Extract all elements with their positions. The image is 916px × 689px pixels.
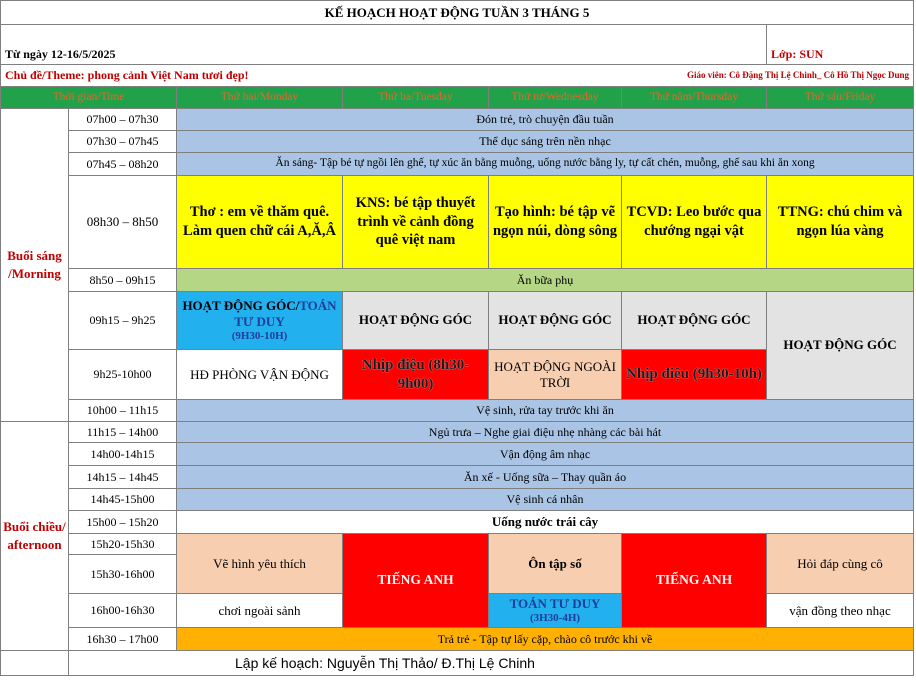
row-welcome: Đón trẻ, trò chuyện đầu tuần: [177, 109, 914, 131]
block2-wednesday: HOẠT ĐỘNG NGOÀI TRỜI: [489, 350, 622, 400]
afternoon-monday-1: Vẽ hình yêu thích: [177, 534, 343, 594]
footer-spacer: [1, 651, 69, 676]
time-slot: 9h25-10h00: [69, 350, 177, 400]
time-slot: 15h30-16h00: [69, 555, 177, 594]
row-exercise: Thể dục sáng trên nền nhạc: [177, 131, 914, 153]
session-morning: Buổi sáng /Morning: [1, 109, 69, 422]
header-time: Thời gian/Time: [1, 87, 177, 109]
corner-thursday: HOẠT ĐỘNG GÓC: [622, 292, 767, 350]
session-afternoon: Buổi chiều/ afternoon: [1, 422, 69, 651]
teachers-label: Giáo viên: Cô Đặng Thị Lệ Chinh_ Cô Hồ Thị Ngọc Dung: [489, 65, 914, 87]
header-tuesday: Thứ ba/Tuesday: [343, 87, 489, 109]
row-nap: Ngủ trưa – Nghe giai điệu nhẹ nhàng các bài hát: [177, 422, 914, 443]
english-tuesday: TIẾNG ANH: [343, 534, 489, 628]
class-label: Lớp: SUN: [767, 25, 914, 65]
row-pickup: Trả trẻ - Tập tự lấy cặp, chào cô trước khi về: [177, 628, 914, 651]
corner-monday: [177, 292, 343, 350]
block2-thursday: Nhịp điệu (9h30-10h): [622, 350, 767, 400]
lesson-thursday: TCVD: Leo bước qua chướng ngại vật: [622, 176, 767, 269]
row-fruit: Uống nước trái cây: [177, 511, 914, 534]
header-thursday: Thứ năm/Thursday: [622, 87, 767, 109]
time-slot: 14h45-15h00: [69, 489, 177, 511]
time-slot: 07h30 – 07h45: [69, 131, 177, 153]
time-slot: 11h15 – 14h00: [69, 422, 177, 443]
theme-label: Chủ đề/Theme: phong cảnh Việt Nam tươi đẹp!: [1, 65, 489, 87]
time-slot: 09h15 – 9h25: [69, 292, 177, 350]
time-slot: 14h15 – 14h45: [69, 466, 177, 489]
time-slot: 16h30 – 17h00: [69, 628, 177, 651]
block2-tuesday: Nhịp điệu (8h30-9h00): [343, 350, 489, 400]
row-breakfast: Ăn sáng- Tập bé tự ngồi lên ghế, tự xúc ăn bằng muỗng, uống nước bằng ly, tự cất chén, muỗng, ghế sau khi ăn xong: [177, 153, 914, 176]
time-slot: 8h50 – 09h15: [69, 269, 177, 292]
time-slot: 15h20-15h30: [69, 534, 177, 555]
header-monday: Thứ hai/Monday: [177, 87, 343, 109]
page-title: KẾ HOẠCH HOẠT ĐỘNG TUẦN 3 THÁNG 5: [1, 1, 914, 25]
corner-friday: HOẠT ĐỘNG GÓC: [767, 292, 914, 400]
time-slot: 08h30 – 8h50: [69, 176, 177, 269]
afternoon-friday-1: Hỏi đáp cùng cô: [767, 534, 914, 594]
row-snack: Ăn bữa phụ: [177, 269, 914, 292]
time-slot: 16h00-16h30: [69, 594, 177, 628]
corner-tuesday: HOẠT ĐỘNG GÓC: [343, 292, 489, 350]
row-afternoon-snack: Ăn xế - Uống sữa – Thay quần áo: [177, 466, 914, 489]
block2-monday: HĐ PHÒNG VẬN ĐỘNG: [177, 350, 343, 400]
afternoon-friday-2: vận đồng theo nhạc: [767, 594, 914, 628]
lesson-monday: Thơ : em về thăm quê. Làm quen chữ cái A,Ă,Â: [177, 176, 343, 269]
time-slot: 15h00 – 15h20: [69, 511, 177, 534]
afternoon-wednesday-2b: (3H30-4H): [529, 611, 581, 624]
footer-planner: Lập kế hoạch: Nguyễn Thị Thảo/ Đ.Thị Lệ Chinh: [69, 651, 914, 676]
corner-monday-a: HOẠT ĐỘNG GÓC/: [182, 297, 300, 313]
row-personal-hygiene: Vệ sinh cá nhân: [177, 489, 914, 511]
lesson-wednesday: Tạo hình: bé tập vẽ ngọn núi, dòng sông: [489, 176, 622, 269]
english-thursday: TIẾNG ANH: [622, 534, 767, 628]
time-slot: 07h00 – 07h30: [69, 109, 177, 131]
time-slot: 07h45 – 08h20: [69, 153, 177, 176]
corner-wednesday: HOẠT ĐỘNG GÓC: [489, 292, 622, 350]
time-slot: 14h00-14h15: [69, 443, 177, 466]
lesson-tuesday: KNS: bé tập thuyết trình về cảnh đồng quê việt nam: [343, 176, 489, 269]
row-music-move: Vận động âm nhạc: [177, 443, 914, 466]
afternoon-wednesday-2a: TOÁN TƯ DUY: [509, 596, 601, 612]
header-friday: Thứ sáu/Friday: [767, 87, 914, 109]
date-range: Từ ngày 12-16/5/2025: [1, 25, 767, 65]
corner-monday-c: (9H30-10H): [231, 330, 288, 343]
corner-monday-b: TOÁN TƯ DUY: [234, 297, 337, 329]
time-slot: 10h00 – 11h15: [69, 400, 177, 422]
header-wednesday: Thứ tư/Wednesday: [489, 87, 622, 109]
afternoon-wednesday-2: [489, 594, 622, 628]
row-hygiene: Vệ sinh, rửa tay trước khi ăn: [177, 400, 914, 422]
afternoon-monday-2: chơi ngoài sảnh: [177, 594, 343, 628]
afternoon-wednesday-1: Ôn tập số: [489, 534, 622, 594]
lesson-friday: TTNG: chú chim và ngọn lúa vàng: [767, 176, 914, 269]
